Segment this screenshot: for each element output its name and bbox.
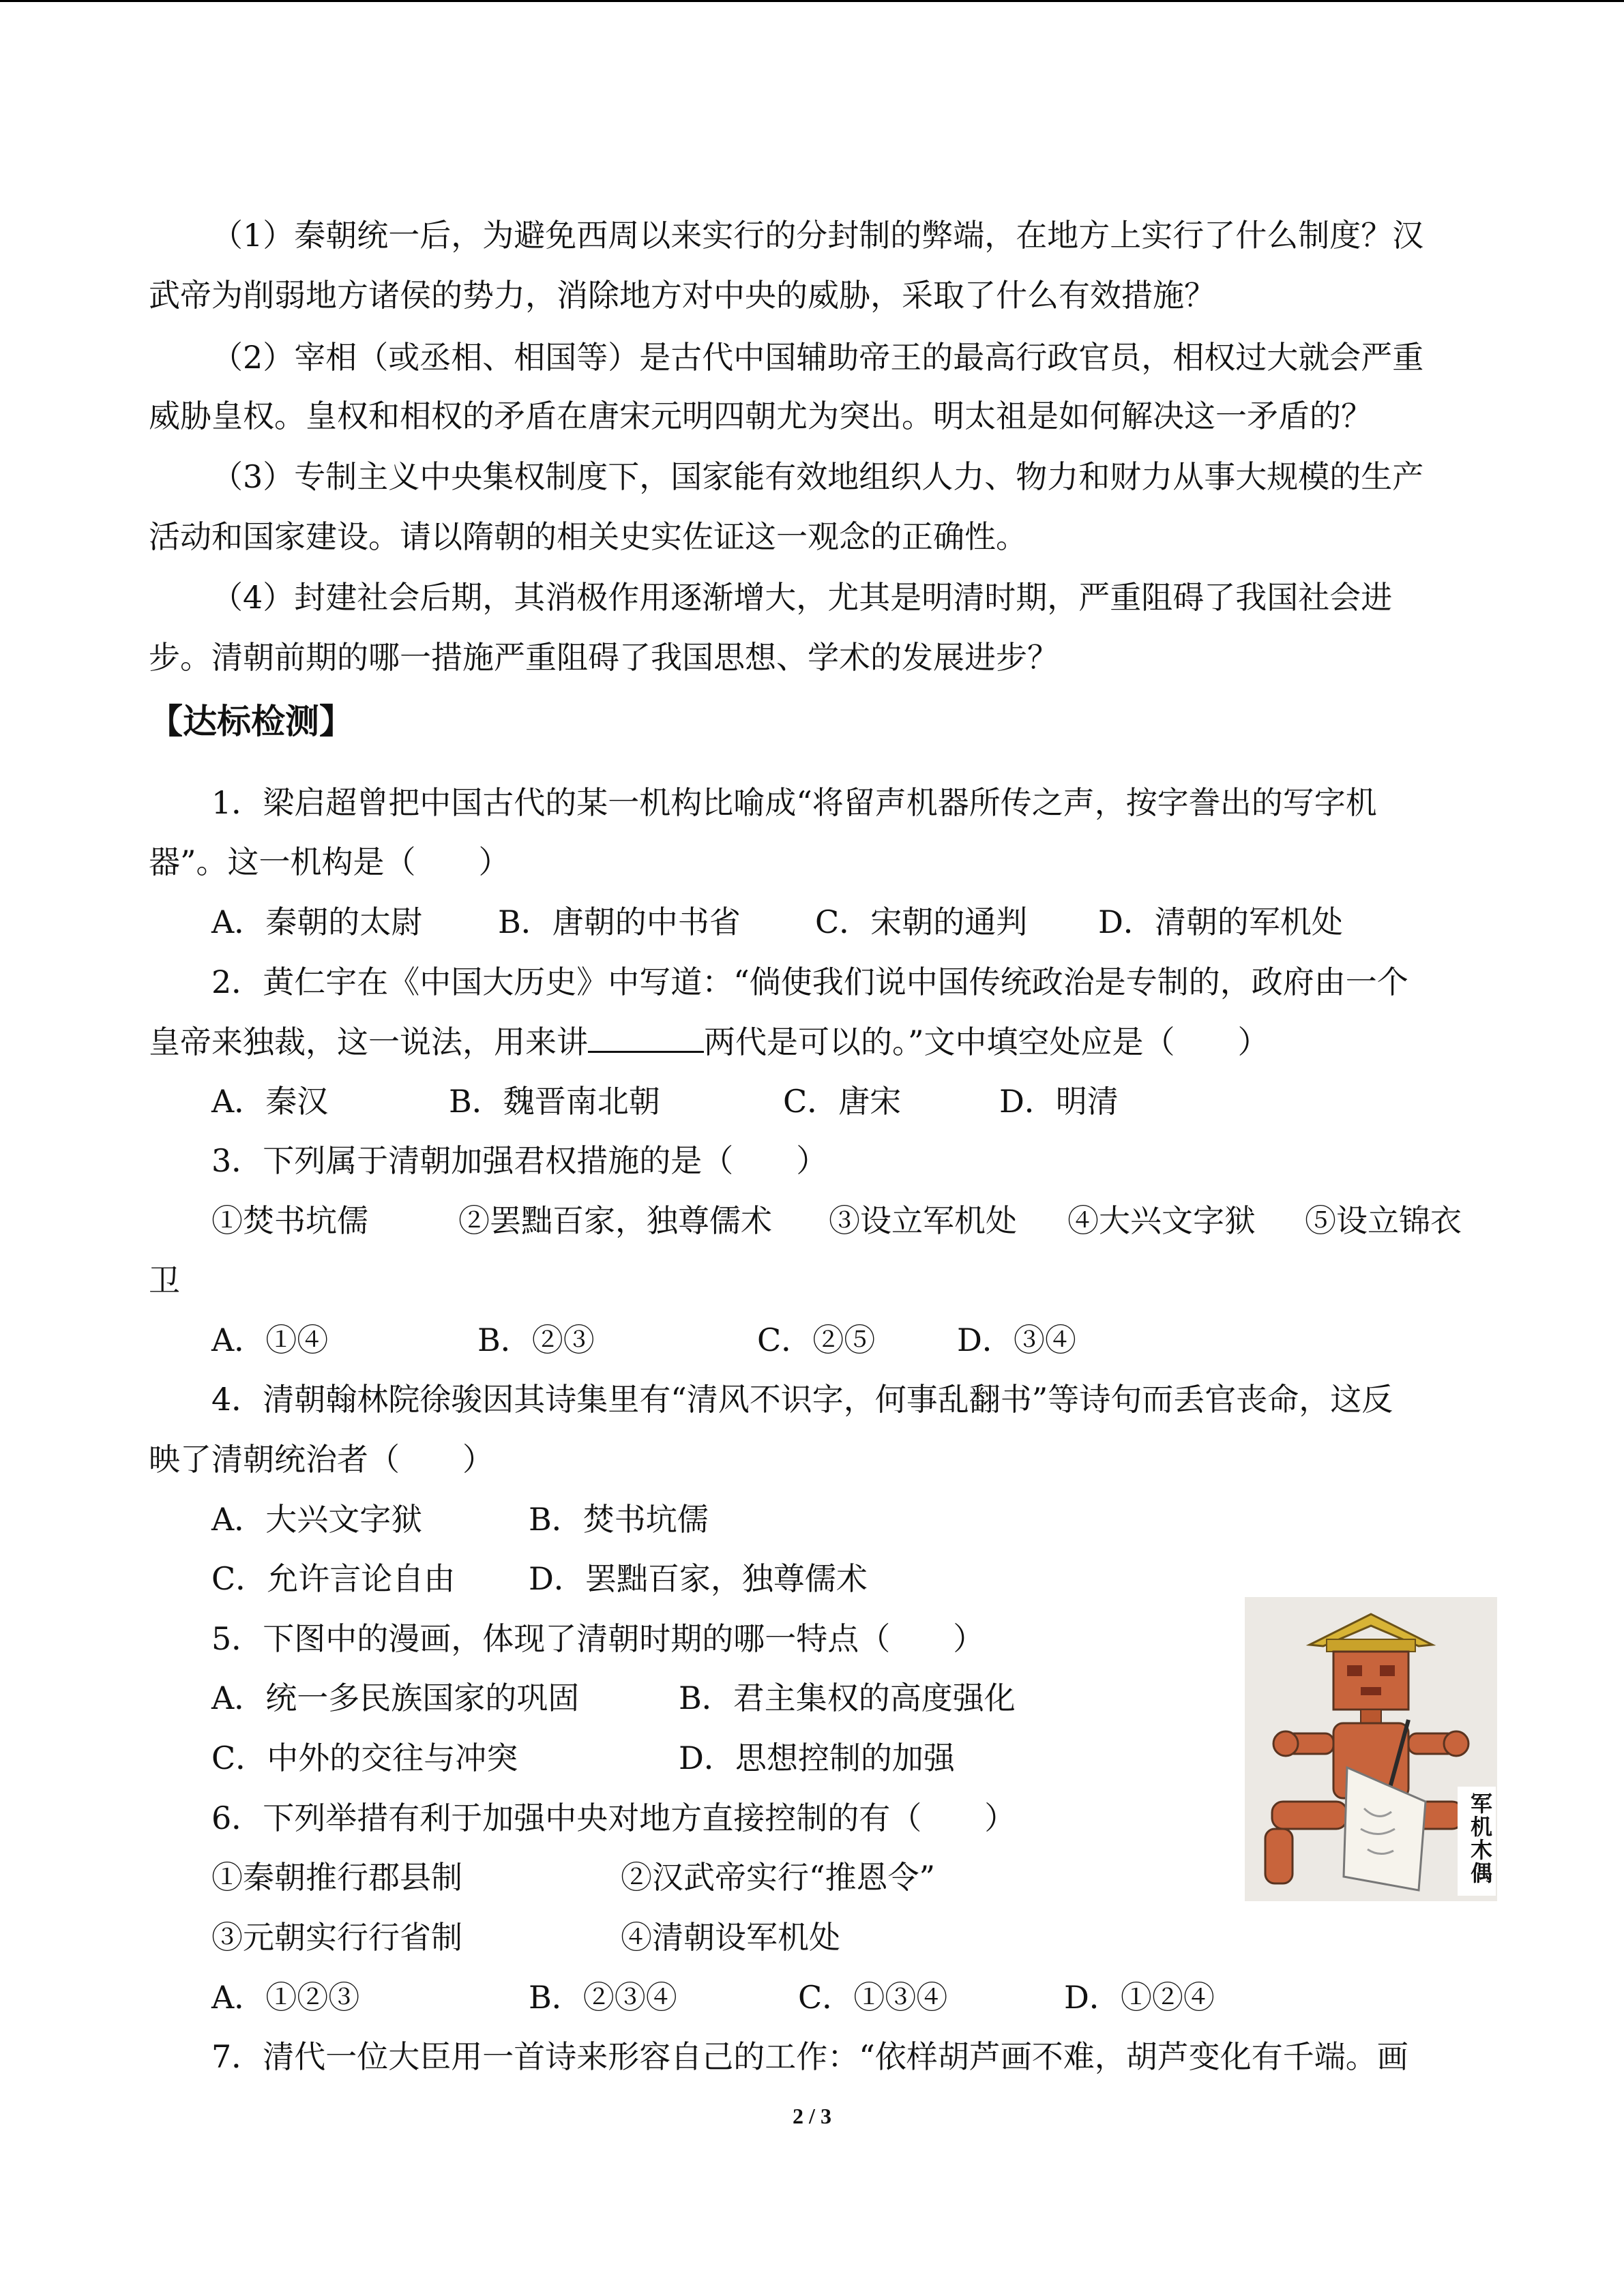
item-2-line-2-end: 两代是可以的。”文中填空处应是（ ）	[704, 1024, 1269, 1060]
page-number: 2 / 3	[793, 2104, 831, 2128]
puppet-elbow-right	[1444, 1731, 1468, 1756]
roof-base	[1327, 1639, 1415, 1652]
item-6-option-b: B．②③④	[529, 1979, 677, 2016]
puppet-cartoon-drawing	[1245, 1597, 1497, 1901]
item-6-choice-3: ③元朝实行行省制	[211, 1919, 462, 1956]
item-5-option-d: D．思想控制的加强	[679, 1740, 955, 1776]
item-5-option-b: B．君主集权的高度强化	[679, 1680, 1016, 1716]
puppet-elbow-left	[1273, 1731, 1298, 1756]
item-1-option-a: A．秦朝的太尉	[211, 904, 423, 940]
item-1-option-d: D．清朝的军机处	[1098, 904, 1343, 940]
item-4-option-d: D．罢黜百家，独尊儒术	[529, 1560, 868, 1597]
question-1-line-1: （1）秦朝统一后，为避免西周以来实行的分封制的弊端，在地方上实行了什么制度？汉	[211, 217, 1424, 254]
item-5-line-1: 5．下图中的漫画，体现了清朝时期的哪一特点（ ）	[211, 1620, 985, 1657]
item-2-option-d: D．明清	[999, 1083, 1119, 1120]
item-2-line-2-start: 皇帝来独裁，这一说法，用来讲	[149, 1024, 588, 1060]
puppet-eye-left	[1347, 1665, 1362, 1676]
item-3-choice-5: ⑤设立锦衣	[1305, 1202, 1462, 1239]
item-1-line-1: 1．梁启超曾把中国古代的某一机构比喻成“将留声机器所传之声，按字誊出的写字机	[211, 784, 1377, 821]
item-3-choice-1: ①焚书坑儒	[211, 1202, 368, 1239]
item-6-option-a: A．①②③	[211, 1979, 360, 2016]
item-1-option-b: B．唐朝的中书省	[498, 904, 741, 940]
item-5-option-a: A．统一多民族国家的巩固	[211, 1680, 580, 1716]
item-7-line-1: 7．清代一位大臣用一首诗来形容自己的工作：“依样胡芦画不难，胡芦变化有千端。画	[211, 2038, 1408, 2075]
puppet-head	[1333, 1652, 1408, 1710]
item-4-line-1: 4．清朝翰林院徐骏因其诗集里有“清风不识字，何事乱翻书”等诗句而丢官丧命，这反	[211, 1381, 1393, 1418]
question-4-line-1: （4）封建社会后期，其消极作用逐渐增大，尤其是明清时期，严重阻碍了我国社会进	[211, 579, 1393, 616]
puppet-neck	[1361, 1710, 1381, 1723]
puppet-cartoon-image	[1245, 1597, 1497, 1901]
question-4-line-2: 步。清朝前期的哪一措施严重阻碍了我国思想、学术的发展进步？	[149, 639, 1059, 676]
puppet-mouth	[1361, 1687, 1381, 1695]
question-1-line-2: 武帝为削弱地方诸侯的势力，消除地方对中央的威胁，采取了什么有效措施？	[149, 277, 1215, 314]
item-6-line-1: 6．下列举措有利于加强中央对地方直接控制的有（ ）	[211, 1800, 1016, 1836]
item-6-option-c: C．①③④	[798, 1979, 948, 2016]
item-6-choice-4: ④清朝设军机处	[621, 1919, 840, 1956]
item-1-line-2: 器”。这一机构是（ ）	[149, 844, 510, 880]
item-1-option-c: C．宋朝的通判	[815, 904, 1028, 940]
section-heading: 【达标检测】	[149, 702, 353, 741]
puppet-shin-left	[1265, 1829, 1293, 1883]
cartoon-label: 军机木偶	[1467, 1792, 1493, 1885]
top-border	[0, 0, 1624, 2]
item-5-option-c: C．中外的交往与冲突	[211, 1740, 518, 1776]
item-6-choice-1: ①秦朝推行郡县制	[211, 1859, 462, 1896]
item-6-choice-2: ②汉武帝实行“推恩令”	[621, 1859, 936, 1896]
item-3-choice-4: ④大兴文字狱	[1067, 1202, 1256, 1239]
question-2-line-1: （2）宰相（或丞相、相国等）是古代中国辅助帝王的最高行政官员，相权过大就会严重	[211, 339, 1424, 376]
item-4-option-b: B．焚书坑儒	[529, 1501, 709, 1538]
fill-in-blank	[588, 1021, 704, 1053]
item-3-option-a: A．①④	[211, 1322, 329, 1358]
item-4-option-c: C．允许言论自由	[211, 1560, 456, 1597]
item-3-choice-5-cont: 卫	[149, 1262, 180, 1299]
item-2-line-1: 2．黄仁宇在《中国大历史》中写道：“倘使我们说中国传统政治是专制的，政府由一个	[211, 964, 1408, 1000]
item-2-line-2	[149, 1021, 1269, 1062]
question-2-line-2: 威胁皇权。皇权和相权的矛盾在唐宋元明四朝尤为突出。明太祖是如何解决这一矛盾的？	[149, 398, 1372, 434]
question-3-line-1: （3）专制主义中央集权制度下，国家能有效地组织人力、物力和财力从事大规模的生产	[211, 458, 1424, 495]
puppet-leg-left	[1272, 1802, 1347, 1829]
item-3-option-c: C．②⑤	[757, 1322, 876, 1358]
question-3-line-2: 活动和国家建设。请以隋朝的相关史实佐证这一观念的正确性。	[149, 518, 1027, 555]
item-2-option-c: C．唐宋	[783, 1083, 902, 1120]
item-6-option-d: D．①②④	[1064, 1979, 1215, 2016]
item-3-option-d: D．③④	[957, 1322, 1076, 1358]
item-2-option-a: A．秦汉	[211, 1083, 329, 1120]
puppet-eye-right	[1380, 1665, 1395, 1676]
item-3-choice-3: ③设立军机处	[829, 1202, 1017, 1239]
item-3-option-b: B．②③	[477, 1322, 595, 1358]
item-3-line-1: 3．下列属于清朝加强君权措施的是（ ）	[211, 1142, 828, 1179]
item-3-choice-2: ②罢黜百家，独尊儒术	[458, 1202, 772, 1239]
item-2-option-b: B．魏晋南北朝	[449, 1083, 660, 1120]
item-4-line-2: 映了清朝统治者（ ）	[149, 1441, 494, 1478]
item-4-option-a: A．大兴文字狱	[211, 1501, 423, 1538]
